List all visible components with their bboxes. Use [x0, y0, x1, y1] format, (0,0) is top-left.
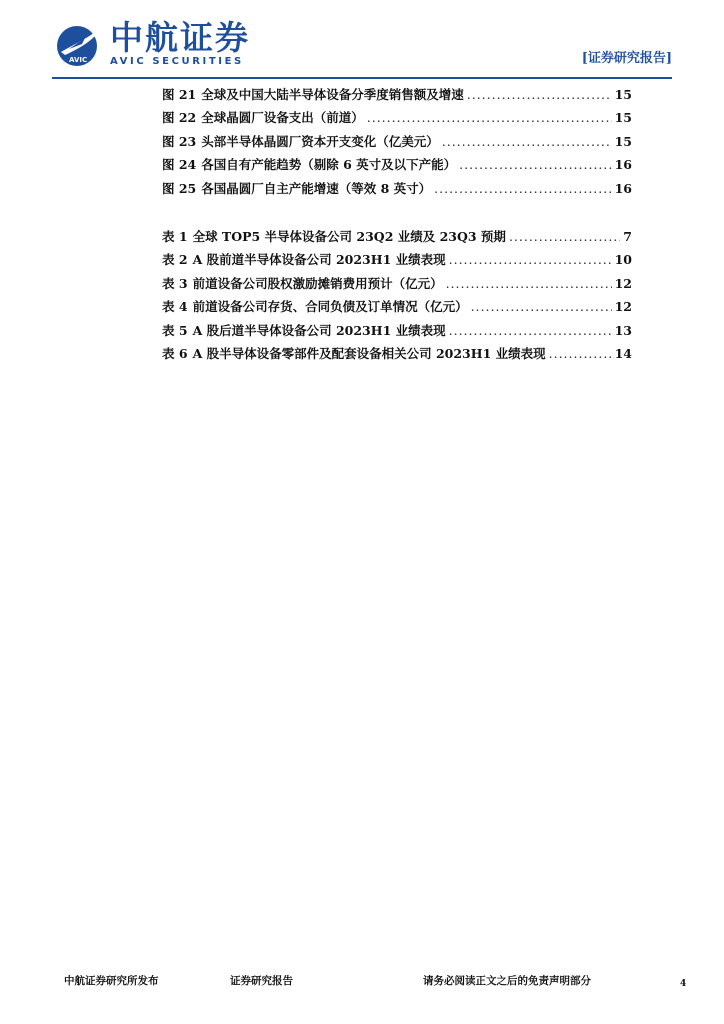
table-list [162, 228, 632, 368]
toc-entry-label: 表 6 [162, 345, 188, 361]
page-header [0, 0, 724, 82]
footer-publisher: 中航证券研究所发布 [64, 975, 159, 987]
toc-entry-label: 表 5 [162, 322, 188, 338]
toc-entry-figure-25[interactable] [162, 180, 632, 203]
toc-entry-figure-22[interactable] [162, 109, 632, 132]
toc-entry-page: 16 [614, 180, 632, 196]
toc-entry-page: 13 [614, 322, 632, 338]
toc-leader-dots [459, 156, 611, 174]
toc-entry-title: A 股半导体设备零部件及配套设备相关公司 2023H1 业绩表现 [192, 345, 546, 361]
toc-entry-page: 15 [614, 133, 632, 149]
toc-entry-page: 10 [614, 252, 632, 268]
page-number: 4 [680, 979, 687, 989]
emblem-text: AVIC [69, 56, 88, 64]
table-of-contents [162, 86, 632, 368]
footer-disclaimer: 请务必阅读正文之后的免责声明部分 [423, 975, 591, 987]
toc-entry-page: 15 [614, 110, 632, 126]
toc-entry-page: 16 [614, 157, 632, 173]
toc-entry-page: 7 [623, 228, 632, 244]
toc-entry-label: 图 23 [162, 133, 197, 149]
page-footer [0, 966, 724, 996]
toc-entry-title: 前道设备公司股权激励摊销费用预计（亿元） [192, 275, 443, 291]
toc-entry-title: 前道设备公司存货、合同负债及订单情况（亿元） [192, 299, 468, 315]
toc-entry-table-5[interactable] [162, 322, 632, 345]
toc-entry-page: 15 [614, 87, 632, 102]
toc-leader-dots [446, 275, 612, 293]
toc-entry-page: 14 [614, 345, 632, 361]
toc-entry-label: 图 25 [162, 180, 197, 196]
toc-entry-figure-24[interactable] [162, 156, 632, 179]
toc-entry-title: A 股后道半导体设备公司 2023H1 业绩表现 [192, 322, 446, 338]
toc-leader-dots [449, 251, 612, 269]
toc-leader-dots [471, 298, 612, 316]
footer-doc-type: 证券研究报告 [230, 975, 293, 987]
toc-entry-label: 表 3 [162, 275, 188, 291]
toc-entry-table-4[interactable] [162, 298, 632, 321]
toc-entry-label: 图 24 [162, 157, 197, 173]
toc-entry-title: 头部半导体晶圆厂资本开支变化（亿美元） [201, 133, 439, 149]
toc-entry-title: 全球晶圆厂设备支出（前道） [201, 110, 364, 126]
toc-leader-dots [467, 86, 612, 104]
toc-leader-dots [549, 345, 612, 363]
toc-entry-page: 12 [614, 299, 632, 315]
toc-entry-label: 图 21 [162, 87, 197, 102]
toc-entry-table-6[interactable] [162, 345, 632, 368]
header-divider [52, 77, 672, 79]
toc-entry-label: 表 2 [162, 252, 188, 268]
avic-logo-emblem-icon [55, 22, 103, 70]
toc-leader-dots [442, 133, 612, 151]
report-type-label: [证券研究报告] [581, 51, 672, 66]
toc-entry-title: 全球及中国大陆半导体设备分季度销售额及增速 [201, 87, 464, 102]
toc-entry-table-3[interactable] [162, 275, 632, 298]
toc-entry-title: 全球 TOP5 半导体设备公司 23Q2 业绩及 23Q3 预期 [192, 228, 506, 244]
toc-entry-label: 表 1 [162, 228, 188, 244]
toc-entry-label: 表 4 [162, 299, 188, 315]
company-logo-cn: 中航证券 [110, 18, 250, 57]
toc-entry-figure-23[interactable] [162, 133, 632, 156]
toc-leader-dots [434, 180, 611, 198]
figure-list [162, 86, 632, 203]
toc-entry-page: 12 [614, 275, 632, 291]
toc-entry-title: A 股前道半导体设备公司 2023H1 业绩表现 [192, 252, 446, 268]
toc-entry-title: 各国晶圆厂自主产能增速（等效 8 英寸） [201, 180, 432, 196]
toc-entry-table-1[interactable] [162, 228, 632, 251]
company-logo-en: AVIC SECURITIES [110, 56, 244, 67]
toc-entry-figure-21[interactable] [162, 86, 632, 109]
toc-entry-title: 各国自有产能趋势（剔除 6 英寸及以下产能） [201, 157, 457, 173]
toc-leader-dots [449, 322, 612, 340]
toc-leader-dots [367, 109, 612, 127]
toc-entry-label: 图 22 [162, 110, 197, 126]
toc-entry-table-2[interactable] [162, 251, 632, 274]
toc-leader-dots [509, 228, 620, 246]
